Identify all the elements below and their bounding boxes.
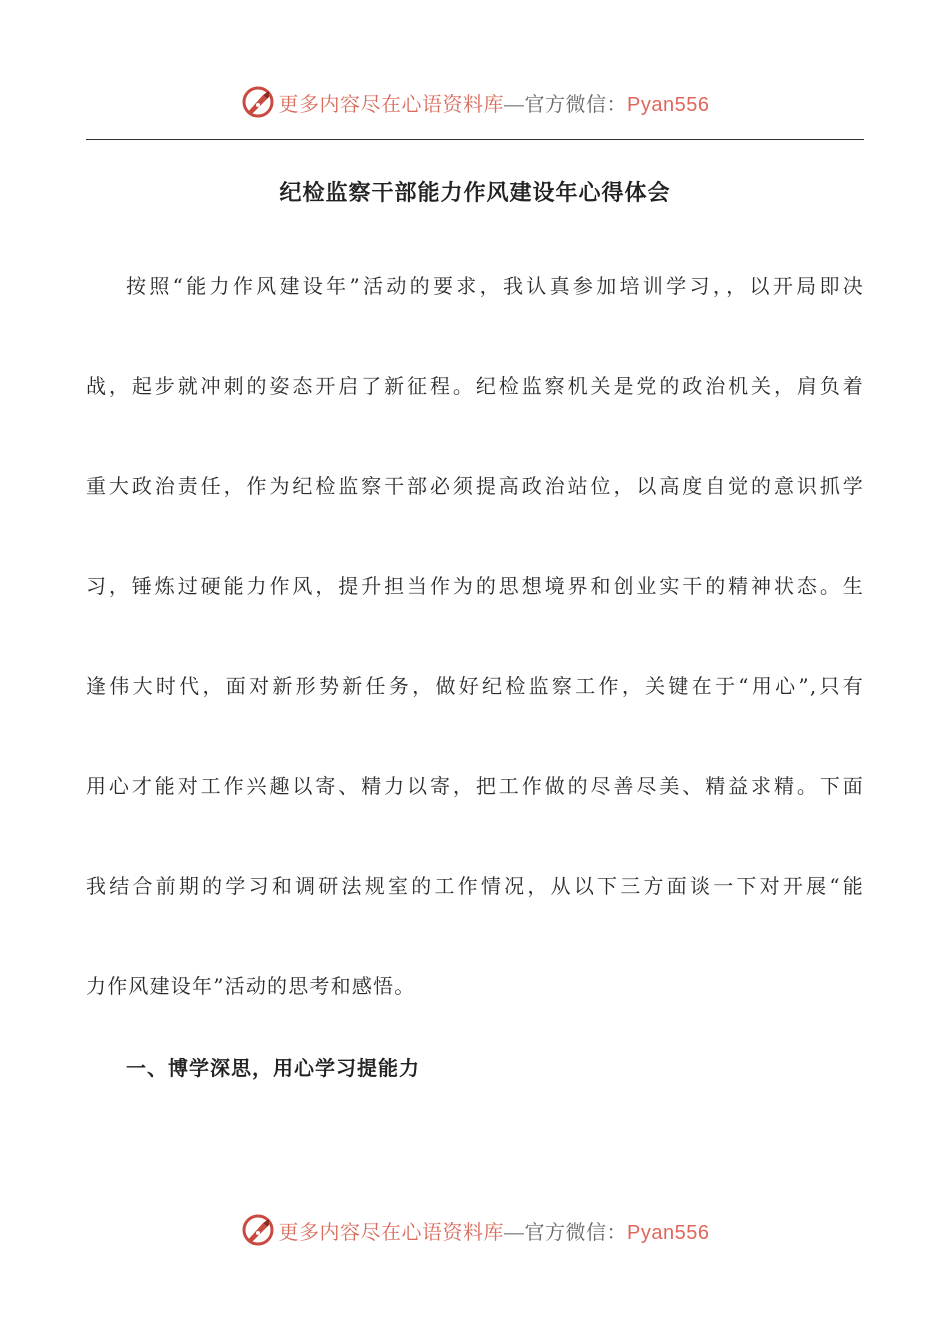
paragraph-line: 重大政治责任，作为纪检监察干部必须提高政治站位，以高度自觉的意识抓学 (86, 474, 864, 498)
header-official: 官方微信： (524, 91, 628, 116)
document-body (86, 260, 864, 1060)
header-banner (0, 82, 950, 122)
pen-nib-logo-icon (241, 85, 275, 119)
section-heading: 一、博学深思，用心学习提能力 (126, 1056, 420, 1080)
paragraph-line: 用心才能对工作兴趣以寄、精力以寄，把工作做的尽善尽美、精益求精。下面 (86, 774, 864, 798)
paragraph-line: 我结合前期的学习和调研法规室的工作情况，从以下三方面谈一下对开展“能 (86, 874, 864, 898)
header-text (279, 88, 710, 117)
footer-official: 官方微信： (524, 1219, 628, 1244)
pen-nib-logo-icon (241, 1213, 275, 1247)
paragraph-line: 战，起步就冲刺的姿态开启了新征程。纪检监察机关是党的政治机关，肩负着 (86, 374, 864, 398)
footer-banner (0, 1210, 950, 1250)
header-divider (86, 139, 864, 140)
header-dash: — (504, 93, 525, 116)
header-wechat-id: Pyan556 (627, 93, 710, 116)
document-title: 纪检监察干部能力作风建设年心得体会 (279, 181, 671, 206)
paragraph-line: 按照“能力作风建设年”活动的要求，我认真参加培训学习，，以开局即决 (126, 274, 864, 298)
footer-wechat-id: Pyan556 (627, 1221, 710, 1244)
footer-text (279, 1216, 710, 1245)
footer-brand: 更多内容尽在心语资料库 (278, 1219, 505, 1244)
header-brand: 更多内容尽在心语资料库 (278, 91, 505, 116)
paragraph-line: 逢伟大时代，面对新形势新任务，做好纪检监察工作，关键在于“用心”,只有 (86, 674, 864, 698)
paragraph-line: 力作风建设年”活动的思考和感悟。 (86, 974, 416, 998)
paragraph-line: 习，锤炼过硬能力作风，提升担当作为的思想境界和创业实干的精神状态。生 (86, 574, 864, 598)
footer-dash: — (504, 1221, 525, 1244)
